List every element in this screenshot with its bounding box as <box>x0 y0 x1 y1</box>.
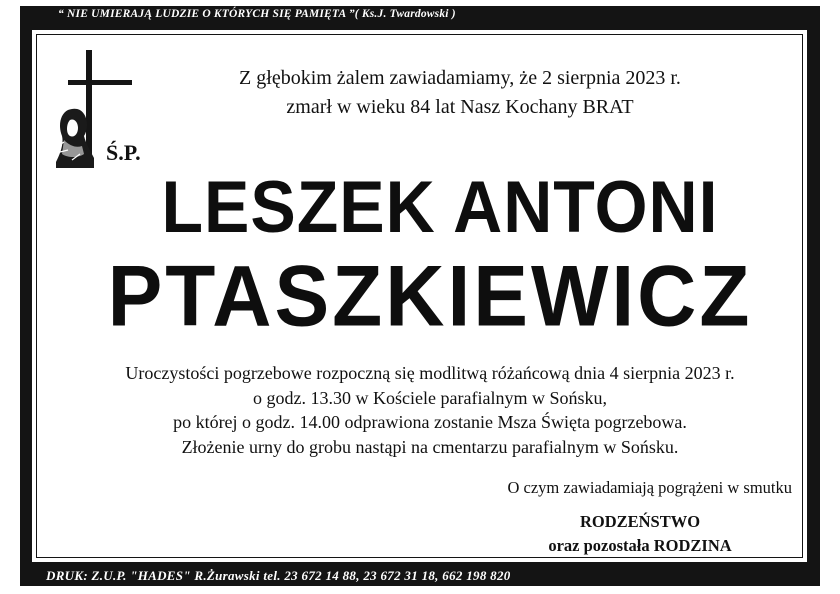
intro-line-2: zmarł w wieku 84 lat Nasz Kochany BRAT <box>286 96 634 118</box>
ceremony-line-1: Uroczystości pogrzebowe rozpoczną się modlitwą różańcową dnia 4 sierpnia 2023 r. <box>125 363 735 383</box>
family-line-2: oraz pozostała RODZINA <box>548 536 732 555</box>
funeral-details <box>60 361 800 459</box>
deceased-first-names: LESZEK ANTONI <box>161 165 719 249</box>
mourners-line: O czym zawiadamiają pogrążeni w smutku <box>507 478 792 497</box>
sp-prefix: Ś.P. <box>106 140 141 165</box>
family-line-1: RODZEŃSTWO <box>579 512 701 531</box>
ceremony-line-2: o godz. 13.30 w Kościele parafialnym w Sońsku, <box>253 387 607 408</box>
ceremony-line-3: po której o godz. 14.00 odprawiona zostanie Msza Święta pogrzebowa. <box>173 412 687 432</box>
intro-line-1: Z głębokim żalem zawiadamiamy, że 2 sierpnia 2023 r. <box>239 67 681 89</box>
printer-footer: DRUK: Z.U.P. "HADES" R.Żurawski tel. 23 672 14 88, 23 672 31 18, 662 198 820 <box>46 568 511 583</box>
family-signature <box>520 510 760 558</box>
ceremony-line-4: Złożenie urny do grobu nastąpi na cmentarzu parafialnym w Sońsku. <box>181 436 679 457</box>
announcement-intro <box>150 64 770 122</box>
deceased-surname: PTASZKIEWICZ <box>107 248 753 345</box>
motto: “ NIE UMIERAJĄ LUDZIE O KTÓRYCH SIĘ PAMIĘTA ”( Ks.J. Twardowski ) <box>58 8 456 20</box>
